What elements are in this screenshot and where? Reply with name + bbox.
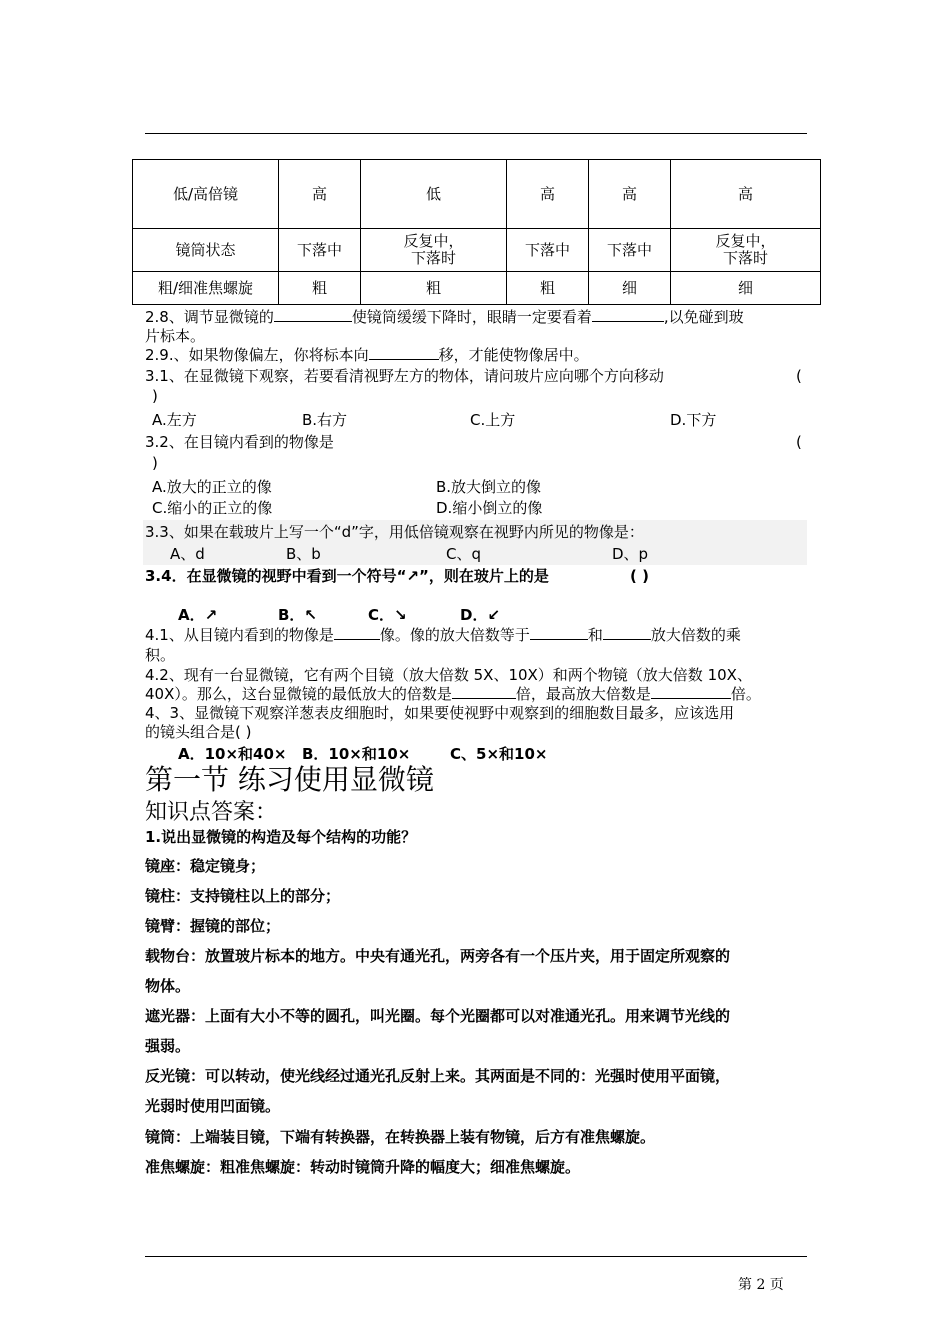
option-c: C．↘ <box>368 606 407 624</box>
option-b: B.右方 <box>302 411 348 429</box>
table-cell: 粗 <box>279 272 361 305</box>
question-text: 移，才能使物像居中。 <box>438 346 589 364</box>
question-4-2: 4.2、现有一台显微镜，它有两个目镜（放大倍数 5X、10X）和两个物镜（放大倍数 10X、 <box>145 666 752 684</box>
option-a: A．10×和40× <box>178 745 287 763</box>
table-row <box>133 229 821 272</box>
answer-paren-close: ) <box>152 387 158 405</box>
table-row <box>133 272 821 305</box>
table-cell: 下落中 <box>507 229 589 272</box>
option-c: C.缩小的正立的像 <box>152 499 273 517</box>
answer-line: 镜座：稳定镜身； <box>145 857 266 875</box>
answer-line: 镜臂：握镜的部位； <box>145 917 281 935</box>
answer-blank <box>452 684 516 699</box>
answer-blank <box>592 307 664 322</box>
option-c: C.上方 <box>470 411 516 429</box>
option-b: B．↖ <box>278 606 318 624</box>
option-c: C、q <box>446 545 481 563</box>
question-text: 和 <box>587 626 603 644</box>
option-a: A.放大的正立的像 <box>152 478 272 496</box>
question-text: 2.9.、如果物像偏左，你将标本向 <box>145 346 369 364</box>
question-4-1 <box>145 625 741 645</box>
answer-blank <box>651 684 731 699</box>
table-cell: 细 <box>589 272 671 305</box>
option-a: A.左方 <box>152 411 197 429</box>
answer-blank <box>603 625 651 640</box>
option-d: D、p <box>612 545 649 563</box>
row-label: 粗/细准焦螺旋 <box>133 272 279 305</box>
question-2-8 <box>145 307 744 327</box>
answer-paren: ( ) <box>630 567 649 585</box>
question-text: 使镜筒缓缓下降时，眼睛一定要看着 <box>351 308 592 326</box>
answer-blank <box>274 307 352 322</box>
answer-line: 遮光器：上面有大小不等的圆孔，叫光圈。每个光圈都可以对准通光孔。用来调节光线的 <box>145 1007 731 1025</box>
footer-rule <box>145 1256 807 1257</box>
answers-title: 知识点答案： <box>145 800 278 825</box>
answer-line: 强弱。 <box>145 1037 191 1055</box>
page-number: 第 2 页 <box>738 1277 784 1293</box>
option-a: A．↗ <box>178 606 218 624</box>
header-rule <box>145 133 807 134</box>
answer-line: 载物台：放置玻片标本的地方。中央有通光孔，两旁各有一个压片夹，用于固定所观察的 <box>145 947 731 965</box>
table-cell: 低 <box>361 160 507 229</box>
question-4-3: 4、3、显微镜下观察洋葱表皮细胞时，如果要使视野中观察到的细胞数目最多，应该选用 <box>145 704 735 722</box>
table-cell: 反复中， 下落时 <box>671 229 821 272</box>
section-title: 第一节 练习使用显微镜 <box>145 763 434 796</box>
question-3-2: 3.2、在目镜内看到的物像是 <box>145 433 334 451</box>
question-2-8-cont: 片标本。 <box>145 327 206 345</box>
answer-line: 物体。 <box>145 977 191 995</box>
table-cell: 粗 <box>361 272 507 305</box>
question-text: 倍，最高放大倍数是 <box>515 685 651 703</box>
answer-line: 光弱时使用凹面镜。 <box>145 1097 281 1115</box>
answer-line: 镜筒：上端装目镜，下端有转换器，在转换器上装有物镜，后方有准焦螺旋。 <box>145 1128 656 1146</box>
answer-blank <box>530 625 588 640</box>
option-d: D.缩小倒立的像 <box>436 499 543 517</box>
question-4-2-cont <box>145 684 761 704</box>
question-text: 像。像的放大倍数等于 <box>379 626 530 644</box>
option-b: B.放大倒立的像 <box>436 478 542 496</box>
answer-blank <box>369 345 439 360</box>
table-cell: 高 <box>671 160 821 229</box>
table-cell: 粗 <box>507 272 589 305</box>
question-text: 2.8、调节显微镜的 <box>145 308 274 326</box>
table-cell: 细 <box>671 272 821 305</box>
answer-line: 镜柱：支持镜柱以上的部分； <box>145 887 341 905</box>
answer-paren-open: ( <box>796 433 802 451</box>
question-3-4: 3.4．在显微镜的视野中看到一个符号“↗”，则在玻片上的是 <box>145 567 549 585</box>
table-cell: 下落中 <box>589 229 671 272</box>
row-label: 低/高倍镜 <box>133 160 279 229</box>
question-3-3: 3.3、如果在载玻片上写一个“d”字，用低倍镜观察在视野内所见的物像是： <box>145 523 644 541</box>
question-2-9 <box>145 345 589 365</box>
option-d: D．↙ <box>460 606 501 624</box>
question-4-3-cont: 的镜头组合是( ) <box>145 723 252 741</box>
answer-blank <box>334 625 380 640</box>
comparison-table <box>132 159 821 305</box>
answer-paren-close: ) <box>152 454 158 472</box>
answer-line: 反光镜：可以转动，使光线经过通光孔反射上来。其两面是不同的：光强时使用平面镜， <box>145 1067 731 1085</box>
question-text: 40X）。那么，这台显微镜的最低放大的倍数是 <box>145 685 452 703</box>
option-d: D.下方 <box>670 411 717 429</box>
table-row <box>133 160 821 229</box>
option-c: C、5×和10× <box>450 745 548 763</box>
row-label: 镜筒状态 <box>133 229 279 272</box>
question-text: 4.1、从目镜内看到的物像是 <box>145 626 334 644</box>
option-b: B．10×和10× <box>302 745 411 763</box>
answer-paren-open: ( <box>796 367 802 385</box>
question-4-1-cont: 积。 <box>145 646 176 664</box>
table-cell: 高 <box>507 160 589 229</box>
question-text: ,以免碰到玻 <box>663 308 744 326</box>
option-a: A、d <box>170 545 205 563</box>
table-cell: 高 <box>279 160 361 229</box>
table-cell: 反复中， 下落时 <box>361 229 507 272</box>
question-text: 放大倍数的乘 <box>650 626 741 644</box>
table-cell: 下落中 <box>279 229 361 272</box>
answer-line: 准焦螺旋：粗准焦螺旋：转动时镜筒升降的幅度大；细准焦螺旋。 <box>145 1158 581 1176</box>
question-3-1: 3.1、在显微镜下观察，若要看清视野左方的物体，请问玻片应向哪个方向移动 <box>145 367 664 385</box>
question-text: 倍。 <box>730 685 761 703</box>
table-cell: 高 <box>589 160 671 229</box>
answer-line: 1.说出显微镜的构造及每个结构的功能？ <box>145 828 417 846</box>
option-b: B、b <box>286 545 321 563</box>
